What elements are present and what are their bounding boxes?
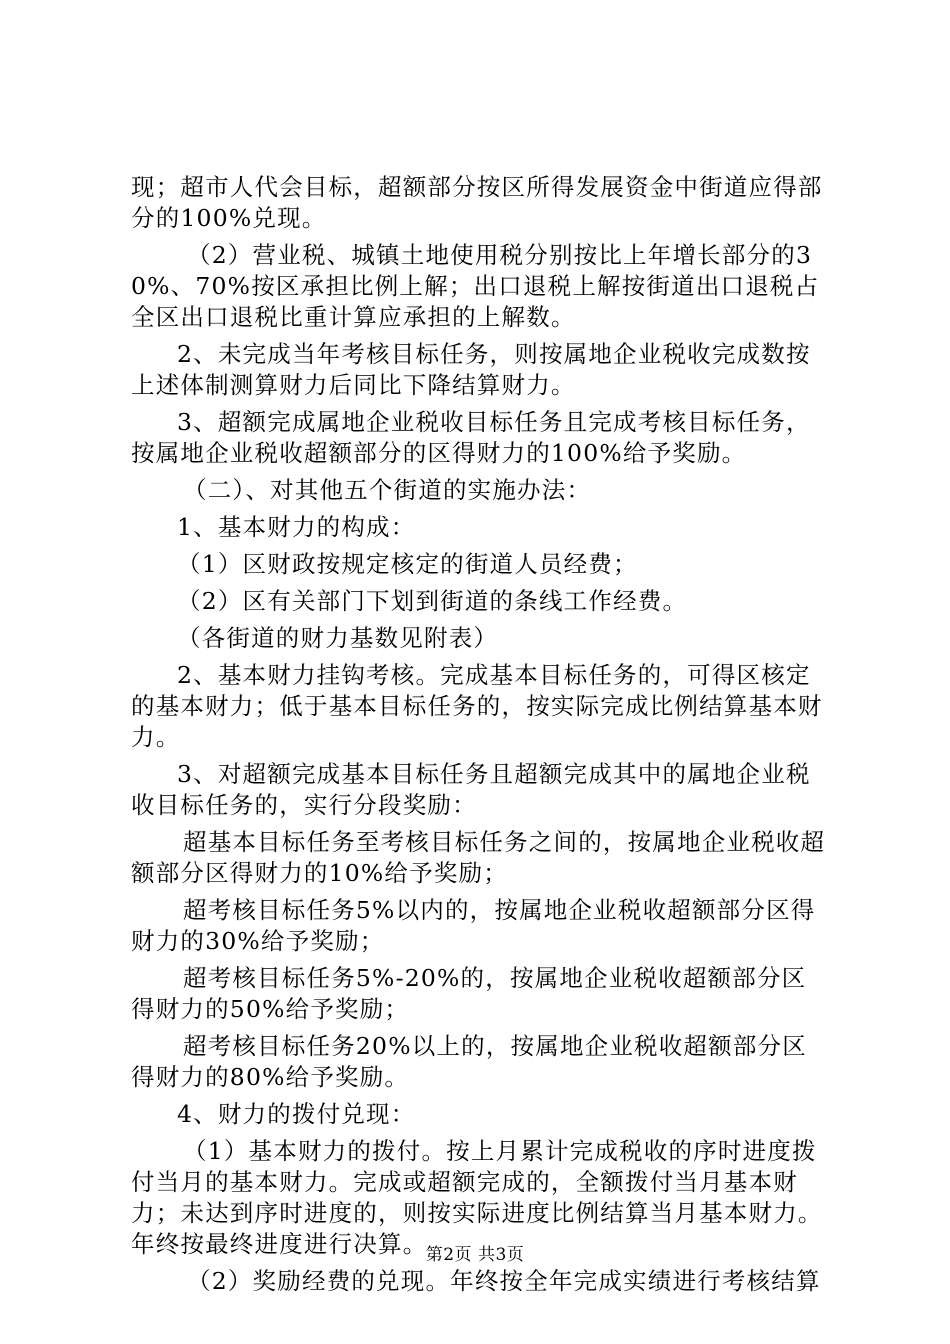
paragraph: 1、基本财力的构成： — [177, 513, 416, 541]
paragraph: （各街道的财力基数见附表） — [177, 624, 499, 652]
list-item: （2）区有关部门下划到街道的条线工作经费。 — [177, 587, 688, 615]
page-footer — [0, 1244, 950, 1266]
paragraph: （1）基本财力的拨付。按上月累计完成税收的序时进度拨付当月的基本财力。完成或超额完成的，全额拨付当月基本财力；未达到序时进度的，则按实际进度比例结算当月基本财力。年终按最终进度进行决算。 — [131, 1137, 823, 1258]
list-item: 超考核目标任务20%以上的，按属地企业税收超额部分区得财力的80%给予奖励。 — [131, 1032, 807, 1091]
paragraph: 3、超额完成属地企业税收目标任务且完成考核目标任务，按属地企业税收超额部分的区得财力的100%给予奖励。 — [131, 408, 811, 467]
list-item: （1）区财政按规定核定的街道人员经费； — [177, 550, 638, 578]
list-item: 超考核目标任务5%-20%的，按属地企业税收超额部分区得财力的50%给予奖励； — [131, 964, 807, 1023]
list-item: 超考核目标任务5%以内的，按属地企业税收超额部分区得财力的30%给予奖励； — [131, 896, 816, 955]
paragraph: （2）奖励经费的兑现。年终按全年完成实绩进行考核结算 — [187, 1267, 821, 1295]
list-item: 超基本目标任务至考核目标任务之间的，按属地企业税收超额部分区得财力的10%给予奖励； — [131, 828, 826, 887]
section-heading: （二）、对其他五个街道的实施办法： — [183, 476, 592, 504]
page-number: 第2页 共3页 — [425, 1245, 525, 1265]
document-body — [131, 172, 831, 1303]
paragraph: 现；超市人代会目标，超额部分按区所得发展资金中街道应得部分的100%兑现。 — [131, 173, 823, 232]
paragraph: 4、财力的拨付兑现： — [177, 1100, 416, 1128]
paragraph: 3、对超额完成基本目标任务且超额完成其中的属地企业税收目标任务的，实行分段奖励： — [131, 760, 811, 819]
paragraph: （2）营业税、城镇土地使用税分别按比上年增长部分的30%、70%按区承担比例上解；出口退税上解按街道出口退税占全区出口退税比重计算应承担的上解数。 — [131, 241, 820, 331]
paragraph: 2、基本财力挂钩考核。完成基本目标任务的，可得区核定的基本财力；低于基本目标任务的，按实际完成比例结算基本财力。 — [131, 661, 823, 751]
paragraph: 2、未完成当年考核目标任务，则按属地企业税收完成数按上述体制测算财力后同比下降结算财力。 — [131, 340, 811, 399]
